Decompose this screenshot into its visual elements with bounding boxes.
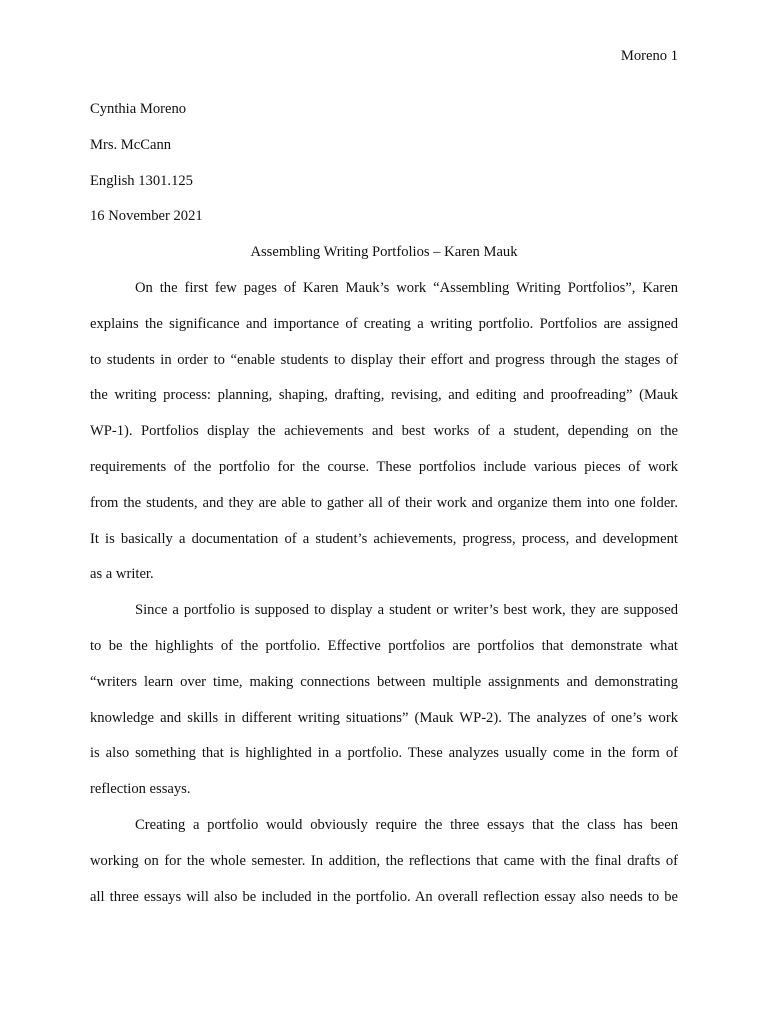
paragraph-line: all three essays will also be included in the portfolio. An overall reflection essay also needs to be: [90, 888, 678, 905]
paragraph-line: working on for the whole semester. In addition, the reflections that came with the final drafts of: [90, 852, 678, 869]
heading-student-name: Cynthia Moreno: [90, 101, 187, 117]
essay-title: Assembling Writing Portfolios – Karen Mauk: [250, 244, 518, 261]
paragraph-line: Creating a portfolio would obviously require the three essays that the class has been: [135, 816, 678, 833]
paragraph-line: reflection essays.: [90, 781, 191, 798]
paragraph-line: Since a portfolio is supposed to display a student or writer’s best work, they are supposed: [135, 602, 678, 619]
paragraph-line: requirements of the portfolio for the course. These portfolios include various pieces of work: [90, 458, 678, 475]
page-header-running-head: Moreno 1: [620, 48, 678, 64]
document-body: [90, 92, 678, 915]
paragraph-line: as a writer.: [90, 566, 154, 583]
paragraph-line: explains the significance and importance of creating a writing portfolio. Portfolios are assigned: [90, 315, 678, 332]
paragraph-1: [90, 271, 678, 593]
heading-instructor: Mrs. McCann: [90, 136, 172, 153]
paragraph-line: “writers learn over time, making connections between multiple assignments and demonstrating: [90, 673, 678, 690]
paragraph-line: On the first few pages of Karen Mauk’s work “Assembling Writing Portfolios”, Karen: [135, 279, 678, 296]
paragraph-3: [90, 808, 678, 915]
paragraph-line: is also something that is highlighted in a portfolio. These analyzes usually come in the form of: [90, 745, 678, 762]
paragraph-line: WP-1). Portfolios display the achievements and best works of a student, depending on the: [90, 423, 678, 440]
paragraph-line: to students in order to “enable students to display their effort and progress through the stages of: [90, 351, 678, 368]
paragraph-line: from the students, and they are able to gather all of their work and organize them into one folder.: [90, 494, 678, 511]
paragraph-2: [90, 593, 678, 808]
paragraph-line: It is basically a documentation of a student’s achievements, progress, process, and development: [90, 530, 678, 547]
paragraph-line: the writing process: planning, shaping, drafting, revising, and editing and proofreading” (Mauk: [90, 387, 678, 404]
heading-date: 16 November 2021: [90, 208, 203, 225]
paragraph-line: knowledge and skills in different writing situations” (Mauk WP-2). The analyzes of one’s work: [90, 709, 678, 726]
heading-course: English 1301.125: [90, 172, 193, 189]
paragraph-line: to be the highlights of the portfolio. Effective portfolios are portfolios that demonstrate what: [90, 637, 678, 654]
